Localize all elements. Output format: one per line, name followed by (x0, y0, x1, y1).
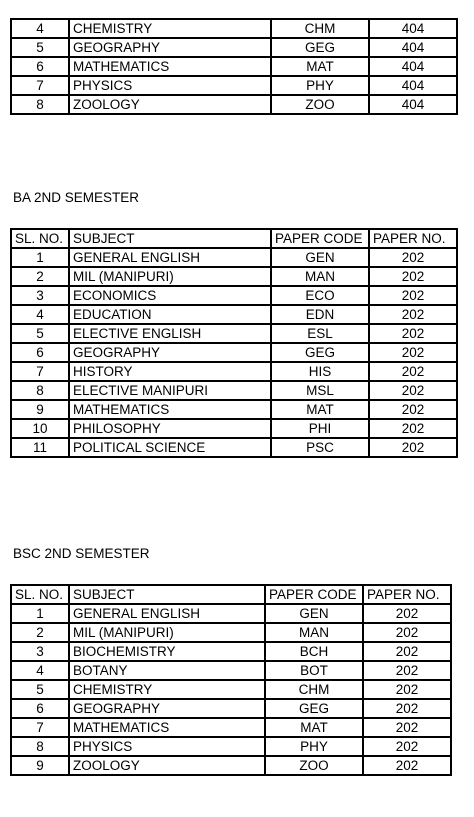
table-row (11, 305, 457, 324)
serial-number-cell: 9 (11, 756, 69, 775)
subject-cell: POLITICAL SCIENCE (69, 438, 271, 457)
sl-no-header: SL. NO. (11, 585, 69, 604)
table-row (11, 76, 457, 95)
paper-code-cell: MSL (271, 381, 369, 400)
paper-code-cell: GEG (265, 699, 363, 718)
subject-header: SUBJECT (69, 585, 265, 604)
bsc-table-body (11, 585, 451, 775)
paper-number-cell: 404 (369, 38, 457, 57)
paper-number-cell: 202 (369, 324, 457, 343)
table-row (11, 718, 451, 737)
paper-code-cell: GEG (271, 38, 369, 57)
subject-cell: ECONOMICS (69, 286, 271, 305)
paper-number-cell: 202 (369, 419, 457, 438)
subject-cell: MATHEMATICS (69, 400, 271, 419)
table-row (11, 737, 451, 756)
top-subject-table (10, 18, 458, 115)
paper-code-cell: MAN (271, 267, 369, 286)
sl-no-header: SL. NO. (11, 229, 69, 248)
serial-number-cell: 8 (11, 381, 69, 400)
bsc-table-block (10, 584, 452, 776)
paper-code-cell: PHY (265, 737, 363, 756)
paper-code-cell: PHY (271, 76, 369, 95)
paper-number-cell: 202 (363, 756, 451, 775)
paper-code-cell: PHI (271, 419, 369, 438)
subject-cell: MATHEMATICS (69, 718, 265, 737)
serial-number-cell: 5 (11, 680, 69, 699)
paper-code-header: PAPER CODE (271, 229, 369, 248)
serial-number-cell: 8 (11, 737, 69, 756)
paper-code-cell: MAN (265, 623, 363, 642)
serial-number-cell: 9 (11, 400, 69, 419)
serial-number-cell: 5 (11, 324, 69, 343)
paper-code-cell: BCH (265, 642, 363, 661)
paper-code-cell: MAT (271, 400, 369, 419)
paper-code-cell: MAT (265, 718, 363, 737)
table-row (11, 699, 451, 718)
table-row (11, 267, 457, 286)
serial-number-cell: 1 (11, 604, 69, 623)
table-row (11, 438, 457, 457)
subject-cell: MATHEMATICS (69, 57, 271, 76)
paper-code-cell: EDN (271, 305, 369, 324)
paper-code-cell: HIS (271, 362, 369, 381)
subject-cell: ELECTIVE MANIPURI (69, 381, 271, 400)
serial-number-cell: 7 (11, 76, 69, 95)
paper-code-cell: MAT (271, 57, 369, 76)
paper-number-cell: 202 (363, 661, 451, 680)
table-row (11, 623, 451, 642)
serial-number-cell: 4 (11, 19, 69, 38)
subject-cell: BIOCHEMISTRY (69, 642, 265, 661)
table-row (11, 419, 457, 438)
subject-cell: GENERAL ENGLISH (69, 604, 265, 623)
subject-cell: GEOGRAPHY (69, 699, 265, 718)
serial-number-cell: 4 (11, 305, 69, 324)
paper-number-cell: 202 (369, 248, 457, 267)
subject-cell: BOTANY (69, 661, 265, 680)
ba-subject-table (10, 228, 458, 458)
subject-cell: HISTORY (69, 362, 271, 381)
serial-number-cell: 7 (11, 362, 69, 381)
ba-table-block (10, 228, 458, 458)
table-row (11, 680, 451, 699)
subject-cell: GENERAL ENGLISH (69, 248, 271, 267)
serial-number-cell: 6 (11, 57, 69, 76)
paper-number-cell: 202 (369, 343, 457, 362)
table-row (11, 38, 457, 57)
subject-cell: GEOGRAPHY (69, 38, 271, 57)
paper-number-cell: 202 (363, 642, 451, 661)
serial-number-cell: 3 (11, 642, 69, 661)
serial-number-cell: 6 (11, 343, 69, 362)
subject-cell: ZOOLOGY (69, 756, 265, 775)
subject-header: SUBJECT (69, 229, 271, 248)
top-table-body (11, 19, 457, 114)
paper-number-header: PAPER NO. (369, 229, 457, 248)
table-row (11, 248, 457, 267)
paper-number-cell: 202 (363, 604, 451, 623)
table-row (11, 95, 457, 114)
table-row (11, 400, 457, 419)
paper-code-cell: GEG (271, 343, 369, 362)
ba-section-title: BA 2ND SEMESTER (13, 190, 140, 205)
paper-number-cell: 404 (369, 95, 457, 114)
paper-code-cell: GEN (265, 604, 363, 623)
table-row (11, 362, 457, 381)
paper-number-cell: 202 (369, 286, 457, 305)
subject-cell: ZOOLOGY (69, 95, 271, 114)
paper-code-cell: ZOO (271, 95, 369, 114)
paper-number-cell: 404 (369, 19, 457, 38)
paper-number-cell: 404 (369, 57, 457, 76)
subject-cell: MIL (MANIPURI) (69, 623, 265, 642)
paper-code-header: PAPER CODE (265, 585, 363, 604)
table-header-row (11, 229, 457, 248)
serial-number-cell: 1 (11, 248, 69, 267)
table-row (11, 19, 457, 38)
serial-number-cell: 10 (11, 419, 69, 438)
table-row (11, 381, 457, 400)
ba-table-body (11, 229, 457, 457)
paper-number-cell: 202 (363, 737, 451, 756)
paper-code-cell: ESL (271, 324, 369, 343)
serial-number-cell: 2 (11, 267, 69, 286)
serial-number-cell: 3 (11, 286, 69, 305)
serial-number-cell: 8 (11, 95, 69, 114)
table-header-row (11, 585, 451, 604)
subject-cell: PHILOSOPHY (69, 419, 271, 438)
paper-number-cell: 202 (369, 438, 457, 457)
serial-number-cell: 6 (11, 699, 69, 718)
serial-number-cell: 7 (11, 718, 69, 737)
paper-code-cell: ZOO (265, 756, 363, 775)
table-row (11, 343, 457, 362)
subject-cell: MIL (MANIPURI) (69, 267, 271, 286)
paper-code-cell: BOT (265, 661, 363, 680)
paper-number-cell: 202 (369, 381, 457, 400)
table-row (11, 756, 451, 775)
serial-number-cell: 2 (11, 623, 69, 642)
paper-code-cell: PSC (271, 438, 369, 457)
paper-number-cell: 202 (363, 718, 451, 737)
paper-number-cell: 202 (363, 680, 451, 699)
subject-cell: CHEMISTRY (69, 19, 271, 38)
paper-number-cell: 202 (369, 305, 457, 324)
subject-cell: PHYSICS (69, 737, 265, 756)
serial-number-cell: 4 (11, 661, 69, 680)
bsc-section-title: BSC 2ND SEMESTER (13, 546, 150, 561)
paper-code-cell: CHM (265, 680, 363, 699)
paper-code-cell: ECO (271, 286, 369, 305)
table-row (11, 661, 451, 680)
table-row (11, 604, 451, 623)
paper-code-cell: CHM (271, 19, 369, 38)
subject-cell: GEOGRAPHY (69, 343, 271, 362)
subject-cell: PHYSICS (69, 76, 271, 95)
subject-cell: EDUCATION (69, 305, 271, 324)
paper-number-cell: 202 (363, 699, 451, 718)
table-row (11, 286, 457, 305)
paper-number-cell: 404 (369, 76, 457, 95)
table-row (11, 57, 457, 76)
paper-number-cell: 202 (369, 400, 457, 419)
paper-number-cell: 202 (369, 267, 457, 286)
table-row (11, 642, 451, 661)
top-table-block (10, 18, 458, 115)
table-row (11, 324, 457, 343)
paper-code-cell: GEN (271, 248, 369, 267)
serial-number-cell: 11 (11, 438, 69, 457)
bsc-subject-table (10, 584, 452, 776)
serial-number-cell: 5 (11, 38, 69, 57)
paper-number-cell: 202 (369, 362, 457, 381)
paper-number-cell: 202 (363, 623, 451, 642)
subject-cell: ELECTIVE ENGLISH (69, 324, 271, 343)
subject-cell: CHEMISTRY (69, 680, 265, 699)
paper-number-header: PAPER NO. (363, 585, 451, 604)
